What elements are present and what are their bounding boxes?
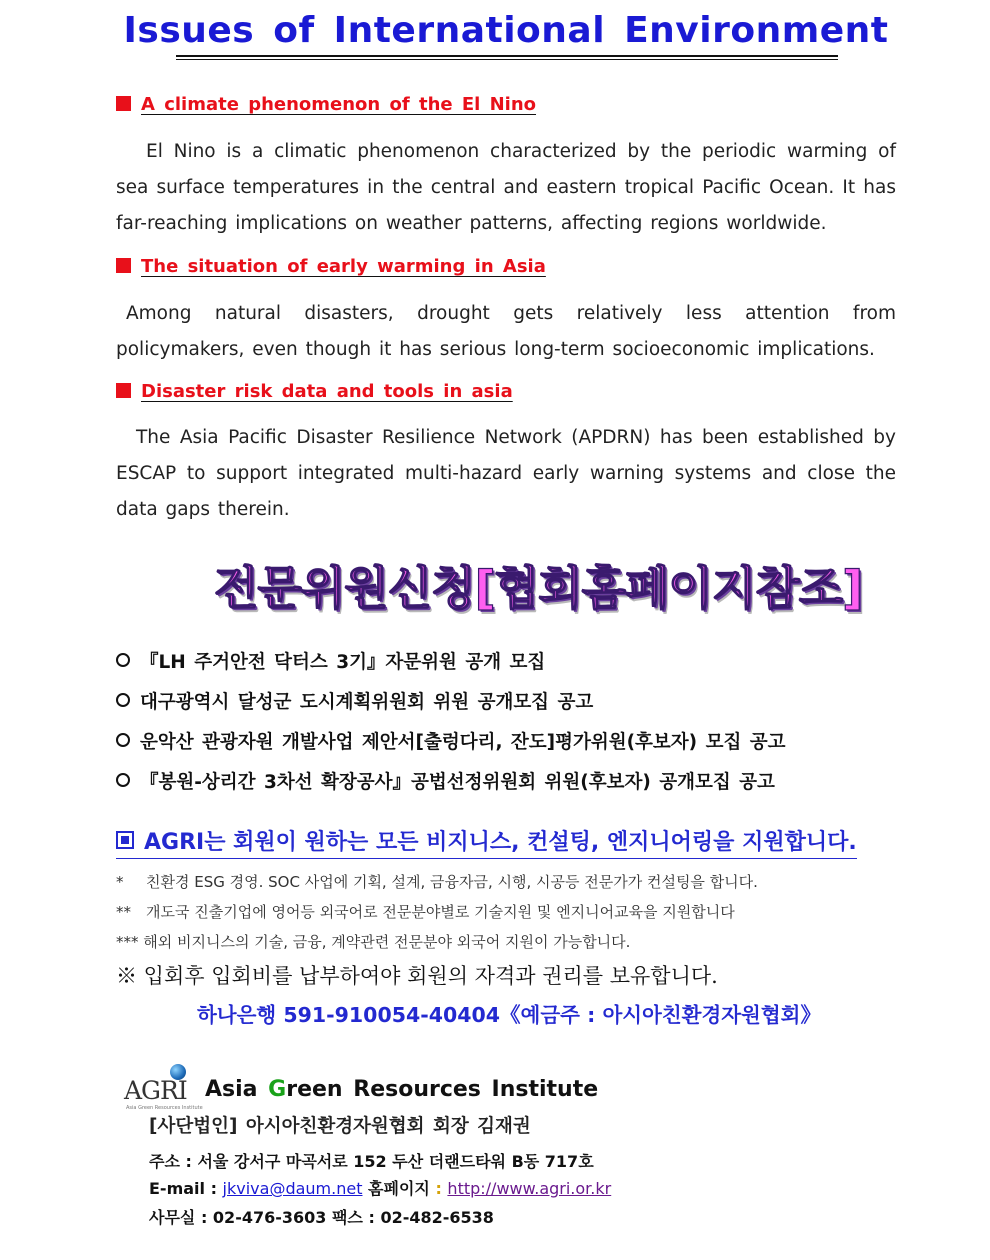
notice-text: 운악산 관광자원 개발사업 제안서[출렁다리, 잔도]평가위원(후보자) 모집 공고 [140,732,786,753]
page-title: Issues of International Environment [123,10,889,51]
logo-text: AGRI [124,1076,187,1105]
email-label: E-mail : [149,1179,223,1198]
asterisk-mark: ** [116,903,131,921]
institute-name [205,1077,598,1102]
logo-subtext: Asia Green Resources Institute [126,1105,203,1111]
expert-application-banner[interactable]: 전문위원신청[협회홈페이지참조] [214,561,863,615]
circle-bullet-icon [116,693,130,707]
office-label: 사무실 : [149,1208,213,1227]
service-text: 개도국 진출기업에 영어등 외국어로 전문분야별로 기술지원 및 엔지니어교육을 지원합니다 [146,903,735,921]
address-line [149,1149,594,1172]
section-body-early-warming: Among natural disasters, drought gets relatively less attention from policymakers, even though it has serious long-term socioeconomic implications. [116,303,896,360]
membership-note: ※ 입회후 입회비를 납부하여야 회원의 자격과 권리를 보유합니다. [116,964,718,988]
circle-bullet-icon [116,653,130,667]
notice-item[interactable] [116,728,786,754]
agri-support-text: AGRI는 회원이 원하는 모든 비지니스, 컨설팅, 엔지니어링을 지원합니다. [144,830,857,855]
section-heading-early-warming [116,256,546,277]
agri-logo [124,1064,203,1111]
section-heading-disaster-risk [116,381,513,402]
institute-name-part: Asia [205,1077,269,1102]
asterisk-mark: * [116,873,124,891]
service-line [116,901,735,922]
address-label: 주소 : [149,1152,198,1171]
fax-label: 팩스 : [326,1208,381,1227]
notice-item[interactable] [116,648,545,674]
homepage-link[interactable]: http://www.agri.or.kr [447,1179,612,1198]
service-text: 해외 비지니스의 기술, 금융, 계약관련 전문분야 외국어 지원이 가능합니다. [143,933,631,951]
asterisk-mark: *** [116,933,139,951]
circle-bullet-icon [116,773,130,787]
section-body-disaster-risk: The Asia Pacific Disaster Resilience Network (APDRN) has been established by ESCAP to support integrated multi-hazard early warning systems and close the data gaps therein. [116,427,896,520]
notice-text: 대구광역시 달성군 도시계획위원회 위원 공개모집 공고 [140,692,594,713]
circle-bullet-icon [116,733,130,747]
office-phone: 02-476-3603 [212,1208,327,1227]
service-text: 친환경 ESG 경영. SOC 사업에 기획, 설계, 금융자금, 시행, 시공등 전문가가 컨설팅을 합니다. [146,873,758,891]
homepage-label: 홈페이지 [362,1179,436,1198]
association-name: [사단법인] 아시아친환경자원협회 회장 김재권 [149,1116,531,1137]
red-square-icon [116,383,131,398]
institute-name-part: reen Resources Institute [286,1077,599,1102]
institute-name-green-letter: G [268,1077,287,1102]
section-heading-text: Disaster risk data and tools in asia [141,381,513,402]
title-underline [176,55,838,60]
section-heading-el-nino [116,94,536,115]
bank-account-info: 하나은행 591-910054-40404《예금주 : 아시아친환경자원협회》 [197,1003,821,1027]
fax-number: 02-482-6538 [380,1208,494,1227]
notice-text: 『봉원-상리간 3차선 확장공사』공법선정위원회 위원(후보자) 공개모집 공고 [140,772,775,793]
agri-support-heading [116,825,857,859]
section-heading-text: The situation of early warming in Asia [141,256,546,277]
email-homepage-line [149,1176,611,1199]
notice-text: 『LH 주거안전 닥터스 3기』자문위원 공개 모집 [140,652,546,673]
notice-item[interactable] [116,768,775,794]
section-heading-text: A climate phenomenon of the El Nino [141,94,537,115]
homepage-colon: : [435,1179,448,1198]
service-line [116,871,758,892]
red-square-icon [116,96,131,111]
red-square-icon [116,258,131,273]
phone-fax-line [149,1205,494,1228]
section-body-el-nino: El Nino is a climatic phenomenon characterized by the periodic warming of sea surface temperatures in the central and eastern tropical Pacific Ocean. It has far-reaching implications on weather patterns, affecting regions worldwide. [116,141,896,234]
email-link[interactable]: jkviva@daum.net [222,1179,363,1198]
square-box-icon [116,831,134,849]
address-value: 서울 강서구 마곡서로 152 두산 더랜드타워 B동 717호 [197,1152,594,1171]
notice-item[interactable] [116,688,593,714]
service-line [116,931,630,952]
